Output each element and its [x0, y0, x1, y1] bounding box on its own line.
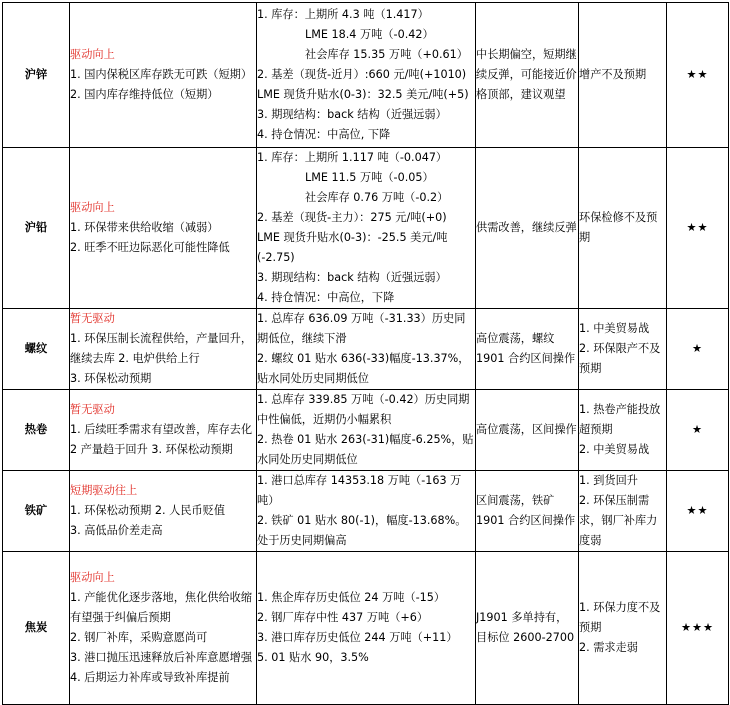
rating-stars: ★★: [667, 3, 729, 148]
driver-line: 1. 环保压制长流程供给，产量回升，继续去库 2. 电炉供给上行: [70, 332, 253, 365]
data-line: 1. 库存：上期所 4.3 吨（1.417）: [257, 8, 429, 21]
rating-stars: ★: [667, 309, 729, 390]
data-line: 1. 库存：上期所 1.117 吨（-0.047）: [257, 151, 448, 164]
rating-stars: ★★: [667, 471, 729, 552]
data-cell: [257, 390, 476, 471]
driver-cell: [70, 390, 257, 471]
driver-title: 驱动向上: [70, 571, 115, 584]
data-line: 4. 持仓情况：中高位, 下降: [257, 128, 391, 141]
driver-title: 暂无驱动: [70, 403, 115, 416]
data-line: 2. 螺纹 01 贴水 636(-33)幅度-13.37%，贴水同处历史同期低位: [257, 352, 470, 385]
driver-line: 2. 国内库存维持低位（短期）: [70, 88, 219, 101]
risk-cell: 1. 到货回升 2. 环保压制需求，钢厂补库力度弱: [579, 471, 667, 552]
risk-cell: 1. 中美贸易战 2. 环保限产不及预期: [579, 309, 667, 390]
data-line: 5. 01 贴水 90，3.5%: [257, 651, 369, 664]
commodity-analysis-table: [2, 2, 729, 705]
driver-line: 4. 后期运力补库或导致补库提前: [70, 671, 230, 684]
table-row: [3, 148, 729, 309]
data-cell: [257, 471, 476, 552]
driver-cell: [70, 148, 257, 309]
driver-cell: [70, 3, 257, 148]
table-body: [3, 3, 729, 705]
strategy-cell: J1901 多单持有，目标位 2600-2700: [476, 552, 579, 705]
data-line: 2. 铁矿 01 贴水 80(-1)，幅度-13.68%。处于历史同期偏高: [257, 514, 467, 547]
data-line: 2. 基差（现货-近月）:660 元/吨(+1010): [257, 68, 467, 81]
strategy-cell: 中长期偏空，短期继续反弹，可能接近价格顶部，建议观望: [476, 3, 579, 148]
strategy-cell: 区间震荡，铁矿 1901 合约区间操作: [476, 471, 579, 552]
data-line: 社会库存 15.35 万吨（+0.61）: [305, 48, 468, 61]
driver-line: 1. 环保松动预期 2. 人民币贬值: [70, 504, 226, 517]
rating-stars: ★★★: [667, 552, 729, 705]
data-cell: [257, 309, 476, 390]
driver-cell: [70, 471, 257, 552]
rating-stars: ★: [667, 390, 729, 471]
table-row: [3, 3, 729, 148]
risk-cell: 增产不及预期: [579, 3, 667, 148]
driver-title: 驱动向上: [70, 48, 115, 61]
strategy-cell: 高位震荡，螺纹 1901 合约区间操作: [476, 309, 579, 390]
strategy-cell: 供需改善，继续反弹: [476, 148, 579, 309]
commodity-name: 沪铅: [3, 148, 70, 309]
data-line: 2. 钢厂库存中性 437 万吨（+6）: [257, 611, 429, 624]
risk-cell: 环保检修不及预期: [579, 148, 667, 309]
data-cell: [257, 148, 476, 309]
driver-line: 1. 国内保税区库存跌无可跌（短期）: [70, 68, 253, 81]
driver-title: 驱动向上: [70, 201, 115, 214]
table-row: [3, 390, 729, 471]
data-line: 3. 港口库存历史低位 244 万吨（+11）: [257, 631, 458, 644]
commodity-name: 焦炭: [3, 552, 70, 705]
data-cell: [257, 3, 476, 148]
data-line: 社会库存 0.76 万吨（-0.2）: [305, 191, 449, 204]
commodity-name: 铁矿: [3, 471, 70, 552]
driver-title: 暂无驱动: [70, 312, 115, 325]
data-line: 2. 热卷 01 贴水 263(-31)幅度-6.25%，贴水同处历史同期低位: [257, 433, 474, 466]
driver-line: 3. 港口抛压迅速释放后补库意愿增强: [70, 651, 253, 664]
driver-line: 1. 后续旺季需求有望改善，库存去化 2 产量趋于回升 3. 环保松动预期: [70, 423, 256, 456]
risk-cell: 1. 热卷产能投放超预期 2. 中美贸易战: [579, 390, 667, 471]
driver-line: 1. 环保带来供给收缩（减弱）: [70, 221, 219, 234]
table-row: [3, 309, 729, 390]
driver-line: 1. 产能优化逐步落地，焦化供给收缩有望强于纠偏后预期: [70, 591, 253, 624]
data-line: 2. 基差（现货-主力）：275 元/吨(+0): [257, 211, 447, 224]
data-line: 4. 持仓情况：中高位，下降: [257, 291, 395, 304]
data-line: 3. 期现结构：back 结构（近强远弱）: [257, 271, 447, 284]
data-line: LME 11.5 万吨（-0.05）: [305, 171, 434, 184]
commodity-name: 沪锌: [3, 3, 70, 148]
data-line: 1. 总库存 339.85 万吨（-0.42）历史同期中性偏低，近期仍小幅累积: [257, 393, 470, 426]
table-row: [3, 552, 729, 705]
data-line: LME 现货升贴水(0-3)：-25.5 美元/吨(-2.75): [257, 231, 448, 264]
risk-cell: 1. 环保力度不及预期 2. 需求走弱: [579, 552, 667, 705]
data-line: 3. 期现结构：back 结构（近强远弱）: [257, 108, 447, 121]
table-row: [3, 471, 729, 552]
driver-line: 3. 环保松动预期: [70, 372, 152, 385]
data-line: LME 现货升贴水(0-3)：32.5 美元/吨(+5): [257, 88, 469, 101]
data-line: 1. 总库存 636.09 万吨（-31.33）历史同期低位，继续下滑: [257, 312, 466, 345]
data-line: LME 18.4 万吨（-0.42）: [305, 28, 434, 41]
data-line: 1. 港口总库存 14353.18 万吨（-163 万吨）: [257, 474, 462, 507]
rating-stars: ★★: [667, 148, 729, 309]
driver-title: 短期驱动往上: [70, 484, 138, 497]
driver-line: 3. 高低品价差走高: [70, 524, 163, 537]
strategy-cell: 高位震荡，区间操作: [476, 390, 579, 471]
commodity-name: 螺纹: [3, 309, 70, 390]
data-line: 1. 焦企库存历史低位 24 万吨（-15）: [257, 591, 446, 604]
driver-cell: [70, 309, 257, 390]
data-cell: [257, 552, 476, 705]
driver-line: 2. 钢厂补库，采购意愿尚可: [70, 631, 208, 644]
commodity-name: 热卷: [3, 390, 70, 471]
driver-cell: [70, 552, 257, 705]
driver-line: 2. 旺季不旺边际恶化可能性降低: [70, 241, 230, 254]
